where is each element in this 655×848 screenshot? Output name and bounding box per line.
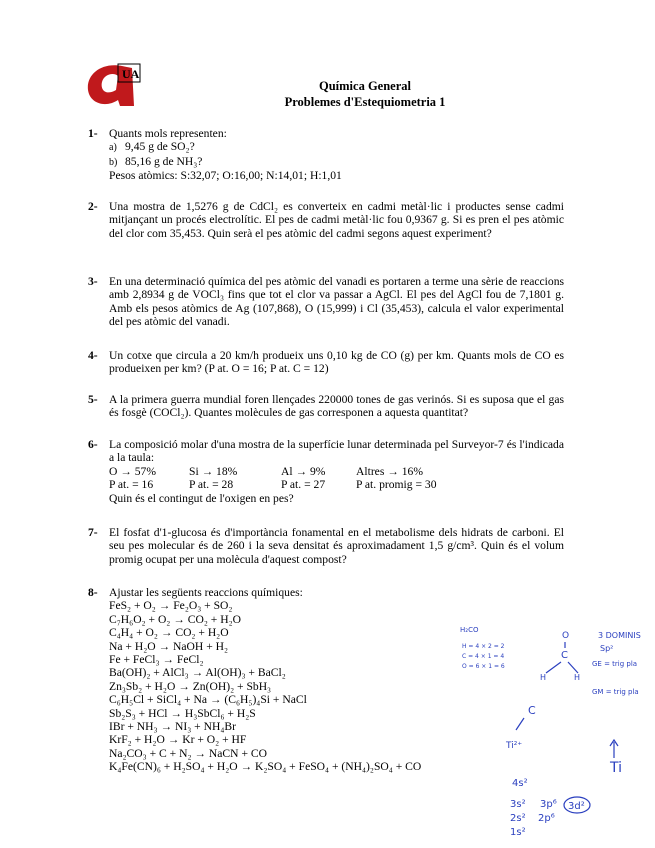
svg-text:UA: UA <box>122 67 140 81</box>
hand-note: H <box>540 673 547 682</box>
problem-7 <box>88 526 564 566</box>
problem-text: En una determinació química del pes atòmic del vanadi es portaren a terme una sèrie de reaccions amb 2,8934 g de VOCl₃ fins que tot el clor va passar a AgCl. El pes del AgCl fou de 7,1801 g. Amb els pesos atòmics de Ag (107,868), O (15,999) i Cl (35,453), calcula el valor experimental del pes atòmic del vanadi. <box>109 275 564 329</box>
problem-number: 3- <box>88 275 98 288</box>
reaction-item: FeS₂ + O₂ → Fe₂O₃ + SO₂ <box>109 599 233 613</box>
hand-note: C <box>528 704 536 717</box>
hand-note: H <box>574 673 581 682</box>
hand-note: Sp² <box>600 644 614 653</box>
reaction-item: C₆H₅Cl + SiCl₄ + Na → (C₆H₅)₄Si + NaCl <box>109 693 307 707</box>
reaction-item: Fe + FeCl₃ → FeCl₂ <box>109 653 204 667</box>
reaction-item: Ba(OH)₂ + AlCl₃ → Al(OH)₃ + BaCl₂ <box>109 666 286 680</box>
reaction-item: C₇H₆O₂ + O₂ → CO₂ + H₂O <box>109 612 242 626</box>
reaction-item: KrF₂ + H₂O → Kr + O₂ + HF <box>109 733 247 747</box>
hand-note: 3p⁶ <box>540 799 557 810</box>
university-logo-icon <box>82 60 144 112</box>
hand-note: O <box>562 631 570 641</box>
problem-question: Quin és el contingut de l'oxigen en pes? <box>109 491 294 505</box>
hand-note: 3s² <box>510 799 526 810</box>
reaction-item: Sb₂S₃ + HCl → H₃SbCl₆ + H₂S <box>109 706 256 720</box>
table-row: P at. = 16 P at. = 28 P at. = 27 P at. promig = 30 <box>109 478 437 492</box>
problem-number: 7- <box>88 526 98 539</box>
problem-number: 1- <box>88 127 98 140</box>
hand-note: GM = trig pla <box>592 688 639 696</box>
problem-intro: Ajustar les següents reaccions químiques: <box>109 586 303 599</box>
problem-1 <box>88 127 564 183</box>
hand-note: 3 DOMINIS <box>598 631 641 640</box>
problem-text: El fosfat d'1-glucosa és d'importància fonamental en el metabolisme dels hidrats de carboni. El seu pes molecular és de 260 i la seva densitat és aproximadament 1,5 g/cm³. Quin és el volum promig ocupat per una molècula d'aquest compost? <box>109 526 564 566</box>
hand-note: 4s² <box>512 778 528 789</box>
hand-note: H₂CO <box>460 626 479 634</box>
reaction-item: C₄H₄ + O₂ → CO₂ + H₂O <box>109 626 229 640</box>
hand-note: Ti <box>610 760 623 776</box>
reaction-item: Na + H₂O → NaOH + H₂ <box>109 639 229 653</box>
reaction-item: K₄Fe(CN)₆ + H₂SO₄ + H₂O → K₂SO₄ + FeSO₄ + (NH₄)₂SO₄ + CO <box>109 760 422 774</box>
problem-number: 8- <box>88 586 98 599</box>
hand-note: C <box>561 650 568 661</box>
problem-4 <box>88 349 564 376</box>
problem-intro: La composició molar d'una mostra de la superfície lunar determinada pel Surveyor-7 és l'indicada a la taula: <box>109 438 564 465</box>
page-subtitle: Problemes d'Estequiometria 1 <box>284 95 446 109</box>
reaction-item: IBr + NH₃ → NI₃ + NH₄Br <box>109 720 236 734</box>
hand-note: 1s² <box>510 827 526 838</box>
problem-5 <box>88 393 564 420</box>
reaction-item: Na₂CO₃ + C + N₂ → NaCN + CO <box>109 746 267 760</box>
hand-note: H = 4 × 2 = 2 <box>462 643 505 650</box>
page-title: Química General <box>319 79 411 93</box>
reaction-item: Zn₃Sb₂ + H₂O → Zn(OH)₂ + SbH₃ <box>109 679 272 693</box>
hand-note: GE = trig pla <box>592 660 638 668</box>
problem-text: A la primera guerra mundial foren llençades 220000 tones de gas verinós. Si es suposa que el gas és fosgè (COCl₂). Quantes molècules de gas corresponen a aquesta quantitat? <box>109 393 564 420</box>
list-item: a) 9,45 g de SO₂? <box>109 140 195 154</box>
problem-note: Pesos atòmics: S:32,07; O:16,00; N:14,01; H:1,01 <box>109 169 342 183</box>
problem-text: Un cotxe que circula a 20 km/h produeix uns 0,10 kg de CO (g) per km. Quants mols de CO es produeixen per km? (P at. O = 16; P at. C = 12) <box>109 349 564 376</box>
hand-note: 2p⁶ <box>538 813 555 824</box>
problem-text: Una mostra de 1,5276 g de CdCl₂ es converteix en cadmi metàl·lic i productes sense cadmi mitjançant un procés electrolític. El pes de cadmi metàl·lic fou 0,9367 g. Si es pren el pes atòmic del clor com 35,453. Quin serà el pes atòmic del cadmi segons aquest experiment? <box>109 200 564 240</box>
hand-note: 3d² <box>568 801 585 812</box>
hand-note: C = 4 × 1 = 4 <box>462 653 505 660</box>
problem-2 <box>88 200 564 240</box>
problem-6 <box>88 438 564 505</box>
problem-number: 6- <box>88 438 98 451</box>
handwritten-notes <box>440 618 655 848</box>
hand-note: Ti²⁺ <box>506 741 523 751</box>
problem-number: 2- <box>88 200 98 213</box>
list-item: b) 85,16 g de NH₃? <box>109 154 203 168</box>
problem-number: 5- <box>88 393 98 406</box>
table-row: O → 57% Si → 18% Al → 9% Altres → 16% <box>109 464 423 478</box>
problem-3 <box>88 275 564 329</box>
problem-intro: Quants mols representen: <box>109 127 227 140</box>
hand-note: 2s² <box>510 813 526 824</box>
hand-note: O = 6 × 1 = 6 <box>462 663 505 670</box>
problem-number: 4- <box>88 349 98 362</box>
